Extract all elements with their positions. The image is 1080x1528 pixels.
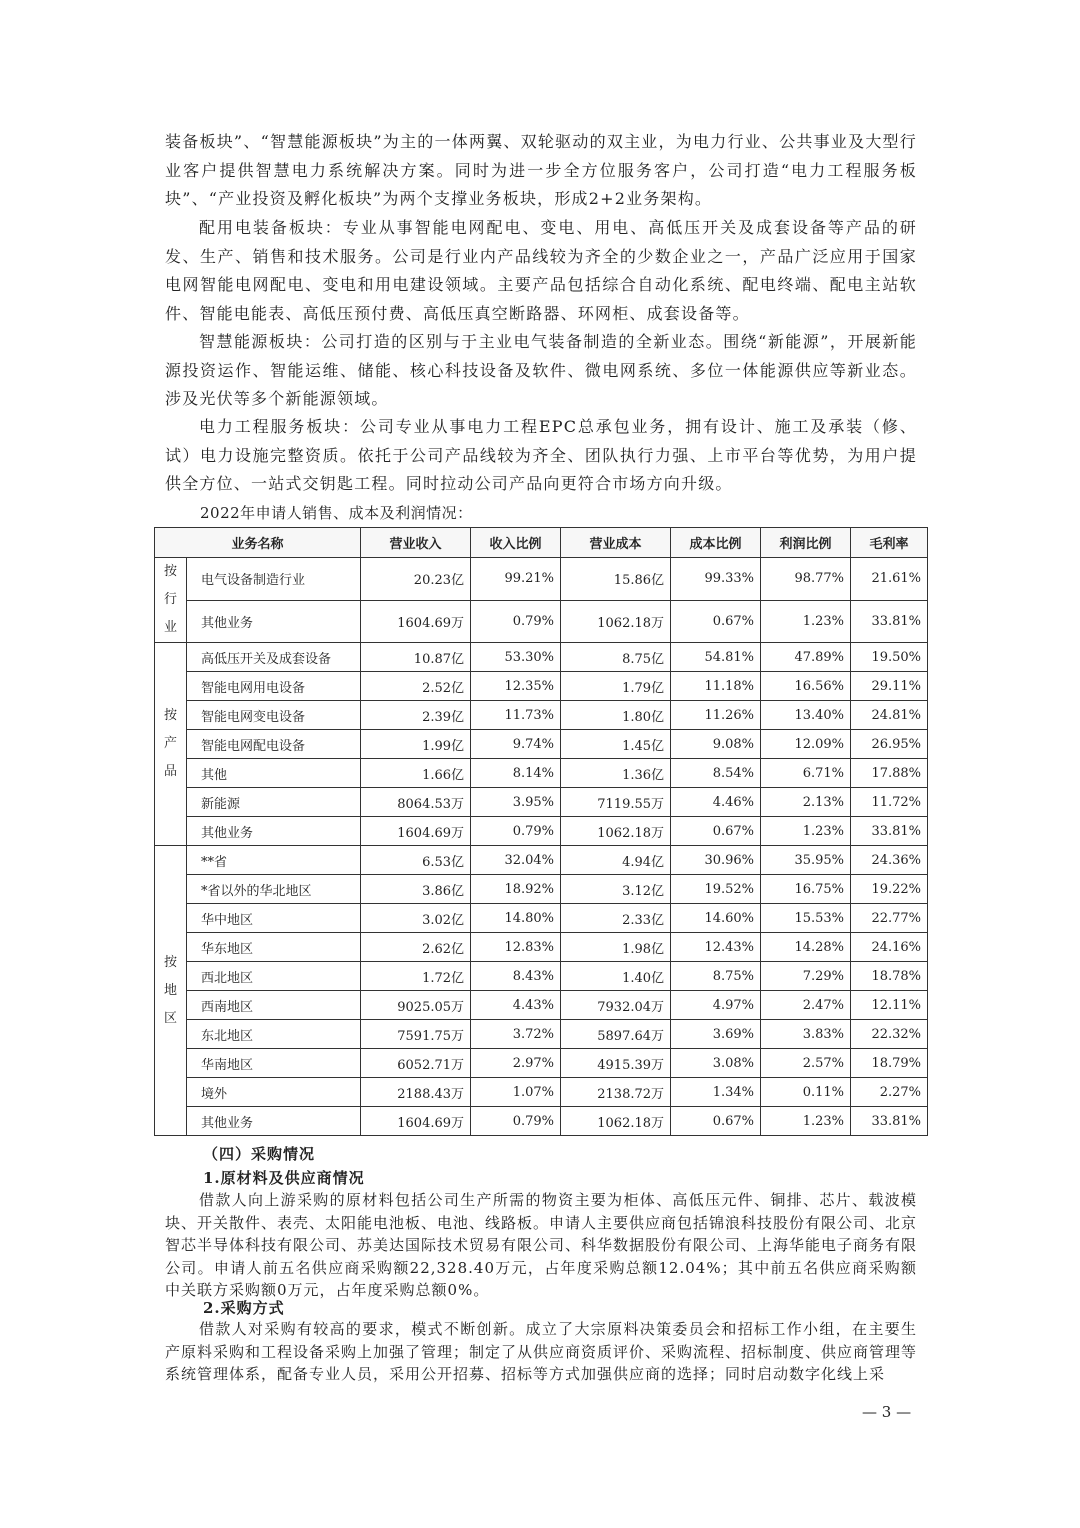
cell-revenue: 1604.69万 (361, 817, 471, 846)
cell-revenue: 7591.75万 (361, 1020, 471, 1049)
table-row (155, 991, 928, 1020)
cell-cost-ratio: 3.69% (671, 1020, 761, 1049)
cell-business-name: 华东地区 (187, 933, 361, 962)
table-row (155, 1049, 928, 1078)
cell-profit-ratio: 14.28% (761, 933, 851, 962)
cell-revenue: 1.72亿 (361, 962, 471, 991)
cell-revenue: 1.99亿 (361, 730, 471, 759)
paragraph-engineering-services: 电力工程服务板块：公司专业从事电力工程EPC总承包业务，拥有设计、施工及承装（修、试）电力设施完整资质。依托于公司产品线较为齐全、团队执行力强、上市平台等优势，为用户提供全方位、一站式交钥匙工程。同时拉动公司产品向更符合市场方向升级。 (165, 417, 917, 493)
cell-revenue: 20.23亿 (361, 558, 471, 601)
cell-revenue-ratio: 1.07% (471, 1078, 561, 1107)
cell-cost: 2138.72万 (561, 1078, 671, 1107)
table-row (155, 1107, 928, 1136)
table-row (155, 600, 928, 643)
cell-profit-ratio: 16.75% (761, 875, 851, 904)
cell-cost-ratio: 19.52% (671, 875, 761, 904)
cell-cost: 1062.18万 (561, 817, 671, 846)
cell-gross-margin: 33.81% (851, 817, 928, 846)
cell-revenue-ratio: 8.14% (471, 759, 561, 788)
cell-cost: 4.94亿 (561, 846, 671, 875)
table-row (155, 643, 928, 672)
cell-revenue-ratio: 4.43% (471, 991, 561, 1020)
table-row (155, 788, 928, 817)
cell-cost: 1.45亿 (561, 730, 671, 759)
sales-cost-profit-table (154, 527, 928, 1136)
cell-business-name: 其他业务 (187, 817, 361, 846)
cell-cost: 1.36亿 (561, 759, 671, 788)
cell-profit-ratio: 7.29% (761, 962, 851, 991)
cell-revenue-ratio: 12.83% (471, 933, 561, 962)
cell-gross-margin: 29.11% (851, 672, 928, 701)
cell-gross-margin: 22.77% (851, 904, 928, 933)
cell-gross-margin: 24.36% (851, 846, 928, 875)
cell-revenue-ratio: 0.79% (471, 600, 561, 643)
paragraph-smart-energy: 智慧能源板块：公司打造的区别与于主业电气装备制造的全新业态。围绕“新能源”，开展新能源投资运作、智能运维、储能、核心科技设备及软件、微电网系统、多位一体能源供应等新业态。涉及光伏等多个新能源领域。 (165, 332, 917, 408)
cell-cost-ratio: 0.67% (671, 600, 761, 643)
cell-profit-ratio: 98.77% (761, 558, 851, 601)
cell-business-name: 华中地区 (187, 904, 361, 933)
cell-gross-margin: 11.72% (851, 788, 928, 817)
cell-profit-ratio: 1.23% (761, 600, 851, 643)
cell-cost: 7119.55万 (561, 788, 671, 817)
header-cost-ratio: 成本比例 (671, 528, 761, 558)
cell-gross-margin: 19.50% (851, 643, 928, 672)
cell-business-name: 新能源 (187, 788, 361, 817)
cell-cost: 1062.18万 (561, 1107, 671, 1136)
cell-cost-ratio: 9.08% (671, 730, 761, 759)
table-row (155, 904, 928, 933)
cell-cost: 15.86亿 (561, 558, 671, 601)
subheading-procurement-method: 2.采购方式 (203, 1299, 285, 1317)
cell-gross-margin: 18.78% (851, 962, 928, 991)
cell-gross-margin: 21.61% (851, 558, 928, 601)
cell-business-name: **省 (187, 846, 361, 875)
cell-profit-ratio: 0.11% (761, 1078, 851, 1107)
cell-business-name: 东北地区 (187, 1020, 361, 1049)
cell-revenue-ratio: 2.97% (471, 1049, 561, 1078)
table-body (155, 558, 928, 1136)
cell-gross-margin: 33.81% (851, 1107, 928, 1136)
table-row (155, 846, 928, 875)
cell-cost: 1.98亿 (561, 933, 671, 962)
group-label-char: 业 (163, 620, 177, 635)
cell-profit-ratio: 13.40% (761, 701, 851, 730)
cell-cost: 7932.04万 (561, 991, 671, 1020)
cell-profit-ratio: 1.23% (761, 817, 851, 846)
table-header-row (155, 528, 928, 558)
header-revenue: 营业收入 (361, 528, 471, 558)
group-label (155, 643, 187, 846)
cell-cost-ratio: 14.60% (671, 904, 761, 933)
cell-revenue: 10.87亿 (361, 643, 471, 672)
cell-cost: 2.33亿 (561, 904, 671, 933)
paragraph-distribution-equipment: 配用电装备板块：专业从事智能电网配电、变电、用电、高低压开关及成套设备等产品的研发、生产、销售和技术服务。公司是行业内产品线较为齐全的少数企业之一，产品广泛应用于国家电网智能电网配电、变电和用电建设领域。主要产品包括综合自动化系统、配电终端、配电主站软件、智能电能表、高低压预付费、高低压真空断路器、环网柜、成套设备等。 (165, 218, 917, 323)
cell-cost-ratio: 3.08% (671, 1049, 761, 1078)
cell-cost-ratio: 12.43% (671, 933, 761, 962)
subheading-raw-materials: 1.原材料及供应商情况 (203, 1169, 365, 1187)
cell-revenue: 2188.43万 (361, 1078, 471, 1107)
table-caption: 2022年申请人销售、成本及利润情况： (200, 504, 473, 522)
cell-cost: 1.80亿 (561, 701, 671, 730)
cell-cost-ratio: 0.67% (671, 817, 761, 846)
cell-business-name: 其他业务 (187, 1107, 361, 1136)
cell-gross-margin: 26.95% (851, 730, 928, 759)
cell-gross-margin: 24.16% (851, 933, 928, 962)
group-label-char: 区 (163, 1010, 177, 1026)
cell-business-name: 其他业务 (187, 600, 361, 643)
cell-cost: 5897.64万 (561, 1020, 671, 1049)
cell-gross-margin: 24.81% (851, 701, 928, 730)
group-label-char: 按 (163, 954, 177, 970)
cell-gross-margin: 2.27% (851, 1078, 928, 1107)
cell-revenue: 1.66亿 (361, 759, 471, 788)
cell-revenue-ratio: 3.95% (471, 788, 561, 817)
group-label (155, 846, 187, 1136)
cell-revenue: 2.62亿 (361, 933, 471, 962)
header-business-name: 业务名称 (155, 528, 361, 558)
cell-cost: 1.79亿 (561, 672, 671, 701)
page-number: — 3 — (862, 1403, 912, 1421)
cell-profit-ratio: 6.71% (761, 759, 851, 788)
cell-profit-ratio: 15.53% (761, 904, 851, 933)
header-revenue-ratio: 收入比例 (471, 528, 561, 558)
table-row (155, 730, 928, 759)
group-label-char: 行 (163, 592, 177, 607)
cell-cost: 8.75亿 (561, 643, 671, 672)
cell-revenue: 6052.71万 (361, 1049, 471, 1078)
cell-gross-margin: 22.32% (851, 1020, 928, 1049)
cell-revenue-ratio: 9.74% (471, 730, 561, 759)
paragraph-raw-materials: 借款人向上游采购的原材料包括公司生产所需的物资主要为柜体、高低压元件、铜排、芯片、载波模块、开关散件、表壳、太阳能电池板、电池、线路板。申请人主要供应商包括锦浪科技股份有限公司、北京智芯半导体科技有限公司、苏美达国际技术贸易有限公司、科华数据股份有限公司、上海华能电子商务有限公司。申请人前五名供应商采购额22,328.40万元，占年度采购总额12.04%；其中前五名供应商采购额中关联方采购额0万元，占年度采购总额0%。 (165, 1191, 918, 1299)
header-gross-margin: 毛利率 (851, 528, 928, 558)
cell-cost-ratio: 11.26% (671, 701, 761, 730)
header-profit-ratio: 利润比例 (761, 528, 851, 558)
cell-revenue-ratio: 14.80% (471, 904, 561, 933)
cell-business-name: 华南地区 (187, 1049, 361, 1078)
cell-gross-margin: 17.88% (851, 759, 928, 788)
cell-cost: 3.12亿 (561, 875, 671, 904)
cell-revenue: 9025.05万 (361, 991, 471, 1020)
group-label (155, 558, 187, 643)
cell-cost-ratio: 8.54% (671, 759, 761, 788)
cell-business-name: 高低压开关及成套设备 (187, 643, 361, 672)
cell-profit-ratio: 35.95% (761, 846, 851, 875)
group-label-char: 按 (163, 708, 177, 723)
cell-profit-ratio: 1.23% (761, 1107, 851, 1136)
cell-gross-margin: 18.79% (851, 1049, 928, 1078)
cell-cost-ratio: 4.97% (671, 991, 761, 1020)
cell-cost-ratio: 99.33% (671, 558, 761, 601)
cell-profit-ratio: 16.56% (761, 672, 851, 701)
cell-profit-ratio: 2.13% (761, 788, 851, 817)
cell-cost: 1062.18万 (561, 600, 671, 643)
cell-gross-margin: 19.22% (851, 875, 928, 904)
cell-gross-margin: 33.81% (851, 600, 928, 643)
cell-cost-ratio: 54.81% (671, 643, 761, 672)
cell-revenue: 2.39亿 (361, 701, 471, 730)
cell-profit-ratio: 2.47% (761, 991, 851, 1020)
table-row (155, 817, 928, 846)
group-label-char: 地 (163, 982, 177, 998)
cell-revenue: 8064.53万 (361, 788, 471, 817)
table-row (155, 672, 928, 701)
group-label-char: 按 (163, 564, 177, 579)
table-row (155, 558, 928, 601)
cell-revenue: 6.53亿 (361, 846, 471, 875)
cell-revenue-ratio: 11.73% (471, 701, 561, 730)
cell-revenue-ratio: 8.43% (471, 962, 561, 991)
cell-business-name: 西北地区 (187, 962, 361, 991)
cell-profit-ratio: 47.89% (761, 643, 851, 672)
cell-cost-ratio: 1.34% (671, 1078, 761, 1107)
cell-business-name: 其他 (187, 759, 361, 788)
cell-revenue-ratio: 3.72% (471, 1020, 561, 1049)
header-cost: 营业成本 (561, 528, 671, 558)
cell-business-name: *省以外的华北地区 (187, 875, 361, 904)
cell-cost: 1.40亿 (561, 962, 671, 991)
cell-revenue-ratio: 99.21% (471, 558, 561, 601)
cell-revenue-ratio: 53.30% (471, 643, 561, 672)
table-row (155, 875, 928, 904)
cell-revenue: 1604.69万 (361, 1107, 471, 1136)
cell-cost-ratio: 8.75% (671, 962, 761, 991)
cell-profit-ratio: 2.57% (761, 1049, 851, 1078)
cell-gross-margin: 12.11% (851, 991, 928, 1020)
table-row (155, 701, 928, 730)
cell-revenue-ratio: 32.04% (471, 846, 561, 875)
cell-business-name: 境外 (187, 1078, 361, 1107)
cell-business-name: 智能电网用电设备 (187, 672, 361, 701)
cell-cost-ratio: 30.96% (671, 846, 761, 875)
cell-revenue-ratio: 18.92% (471, 875, 561, 904)
group-label-char: 品 (163, 764, 177, 779)
cell-revenue-ratio: 0.79% (471, 1107, 561, 1136)
cell-business-name: 西南地区 (187, 991, 361, 1020)
cell-revenue: 2.52亿 (361, 672, 471, 701)
cell-revenue: 3.02亿 (361, 904, 471, 933)
group-label-char: 产 (163, 736, 177, 751)
cell-revenue: 1604.69万 (361, 600, 471, 643)
table-row (155, 759, 928, 788)
table-row (155, 1078, 928, 1107)
cell-business-name: 智能电网变电设备 (187, 701, 361, 730)
table-row (155, 962, 928, 991)
cell-profit-ratio: 3.83% (761, 1020, 851, 1049)
cell-business-name: 智能电网配电设备 (187, 730, 361, 759)
paragraph-procurement-method: 借款人对采购有较高的要求，模式不断创新。成立了大宗原料决策委员会和招标工作小组，在主要生产原料采购和工程设备采购上加强了管理；制定了从供应商资质评价、采购流程、招标制度、供应商管理等系统管理体系，配备专业人员，采用公开招募、招标等方式加强供应商的选择；同时启动数字化线上采 (165, 1320, 918, 1383)
cell-business-name: 电气设备制造行业 (187, 558, 361, 601)
section-heading-procurement: （四）采购情况 (203, 1145, 316, 1163)
cell-revenue: 3.86亿 (361, 875, 471, 904)
table-row (155, 933, 928, 962)
paragraph-intro: 装备板块”、“智慧能源板块”为主的一体两翼、双轮驱动的双主业，为电力行业、公共事业及大型行业客户提供智慧电力系统解决方案。同时为进一步全方位服务客户，公司打造“电力工程服务板块”、“产业投资及孵化板块”为两个支撑业务板块，形成2+2业务架构。 (165, 132, 917, 208)
cell-cost-ratio: 11.18% (671, 672, 761, 701)
cell-cost: 4915.39万 (561, 1049, 671, 1078)
table-row (155, 1020, 928, 1049)
cell-cost-ratio: 4.46% (671, 788, 761, 817)
cell-revenue-ratio: 12.35% (471, 672, 561, 701)
cell-cost-ratio: 0.67% (671, 1107, 761, 1136)
cell-revenue-ratio: 0.79% (471, 817, 561, 846)
cell-profit-ratio: 12.09% (761, 730, 851, 759)
